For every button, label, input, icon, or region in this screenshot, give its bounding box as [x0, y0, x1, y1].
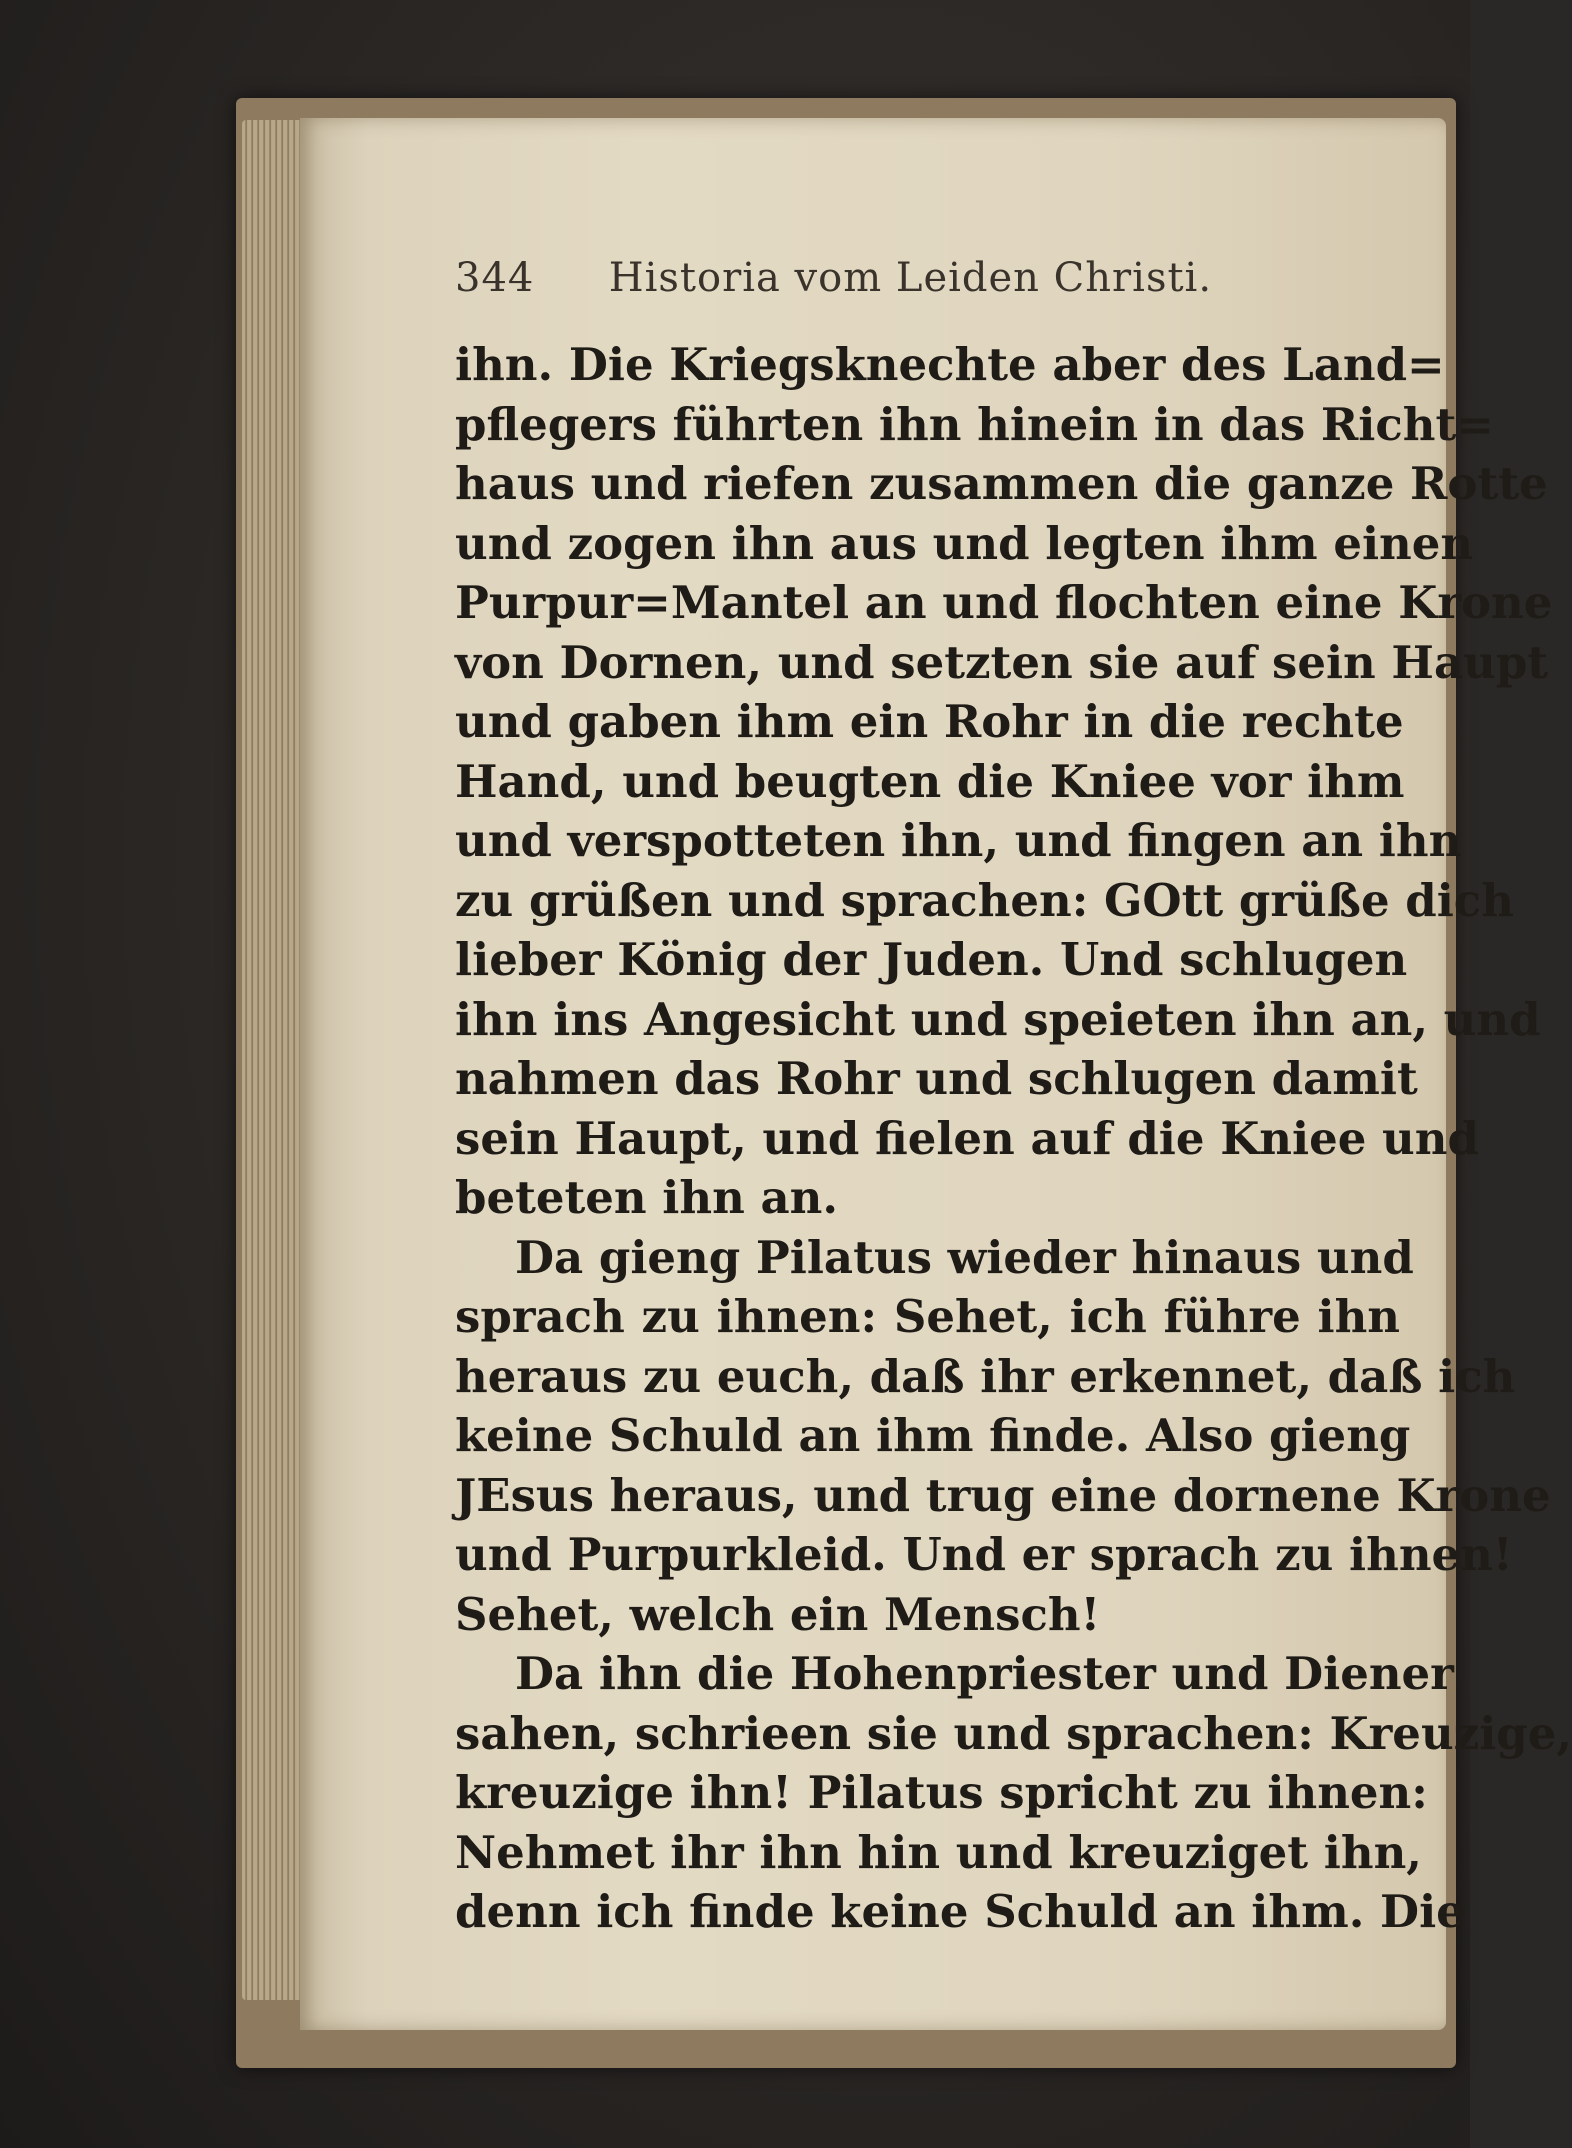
text-line: und verspotteten ihn, und fingen an ihn: [455, 814, 1462, 867]
text-line: lieber König der Juden. Und schlugen: [455, 933, 1408, 986]
text-line: zu grüßen und sprachen: GOtt grüße dich: [455, 873, 1514, 927]
text-line: pflegers führten ihn hinein in das Richt=: [455, 397, 1494, 451]
text-line: und zogen ihn aus und legten ihm einen: [455, 516, 1474, 570]
text-line: und Purpurkleid. Und er sprach zu ihnen!: [455, 1528, 1513, 1581]
page-stack-edge: [242, 120, 302, 2000]
text-line: Da ihn die Hohenpriester und Diener: [515, 1647, 1454, 1700]
text-line: kreuzige ihn! Pilatus spricht zu ihnen:: [455, 1766, 1428, 1819]
text-line: keine Schuld an ihm finde. Also gieng: [455, 1409, 1411, 1462]
text-line: und gaben ihm ein Rohr in die rechte: [455, 695, 1404, 748]
text-line: ihn. Die Kriegsknechte aber des Land=: [455, 338, 1445, 391]
text-line: von Dornen, und setzten sie auf sein Haupt: [455, 635, 1549, 689]
text-line: Nehmet ihr ihn hin und kreuziget ihn,: [455, 1825, 1422, 1879]
text-line: ihn ins Angesicht und speieten ihn an, und: [455, 992, 1541, 1046]
text-line: sahen, schrieen sie und sprachen: Kreuzige,: [455, 1706, 1572, 1760]
text-line: Purpur=Mantel an und flochten eine Krone: [455, 576, 1553, 629]
running-title: Historia vom Leiden Christi.: [608, 255, 1213, 301]
text-line: heraus zu euch, daß ihr erkennet, daß ich: [455, 1349, 1516, 1403]
running-header: [455, 255, 1215, 315]
body-text: [455, 335, 1572, 1942]
text-line: Hand, und beugten die Kniee vor ihm: [455, 754, 1405, 808]
text-line: sprach zu ihnen: Sehet, ich führe ihn: [455, 1290, 1400, 1343]
text-line: haus und riefen zusammen die ganze Rotte: [455, 457, 1548, 510]
text-line: JEsus heraus, und trug eine dornene Krone: [455, 1468, 1551, 1522]
text-line: Da gieng Pilatus wieder hinaus und: [515, 1230, 1414, 1284]
text-line: denn ich finde keine Schuld an ihm. Die: [455, 1885, 1465, 1938]
text-line: sein Haupt, und fielen auf die Kniee und: [455, 1111, 1479, 1165]
text-line: nahmen das Rohr und schlugen damit: [455, 1052, 1418, 1105]
text-line: beteten ihn an.: [455, 1171, 839, 1224]
page-number: 344: [455, 255, 535, 301]
text-line: Sehet, welch ein Mensch!: [455, 1587, 1101, 1641]
